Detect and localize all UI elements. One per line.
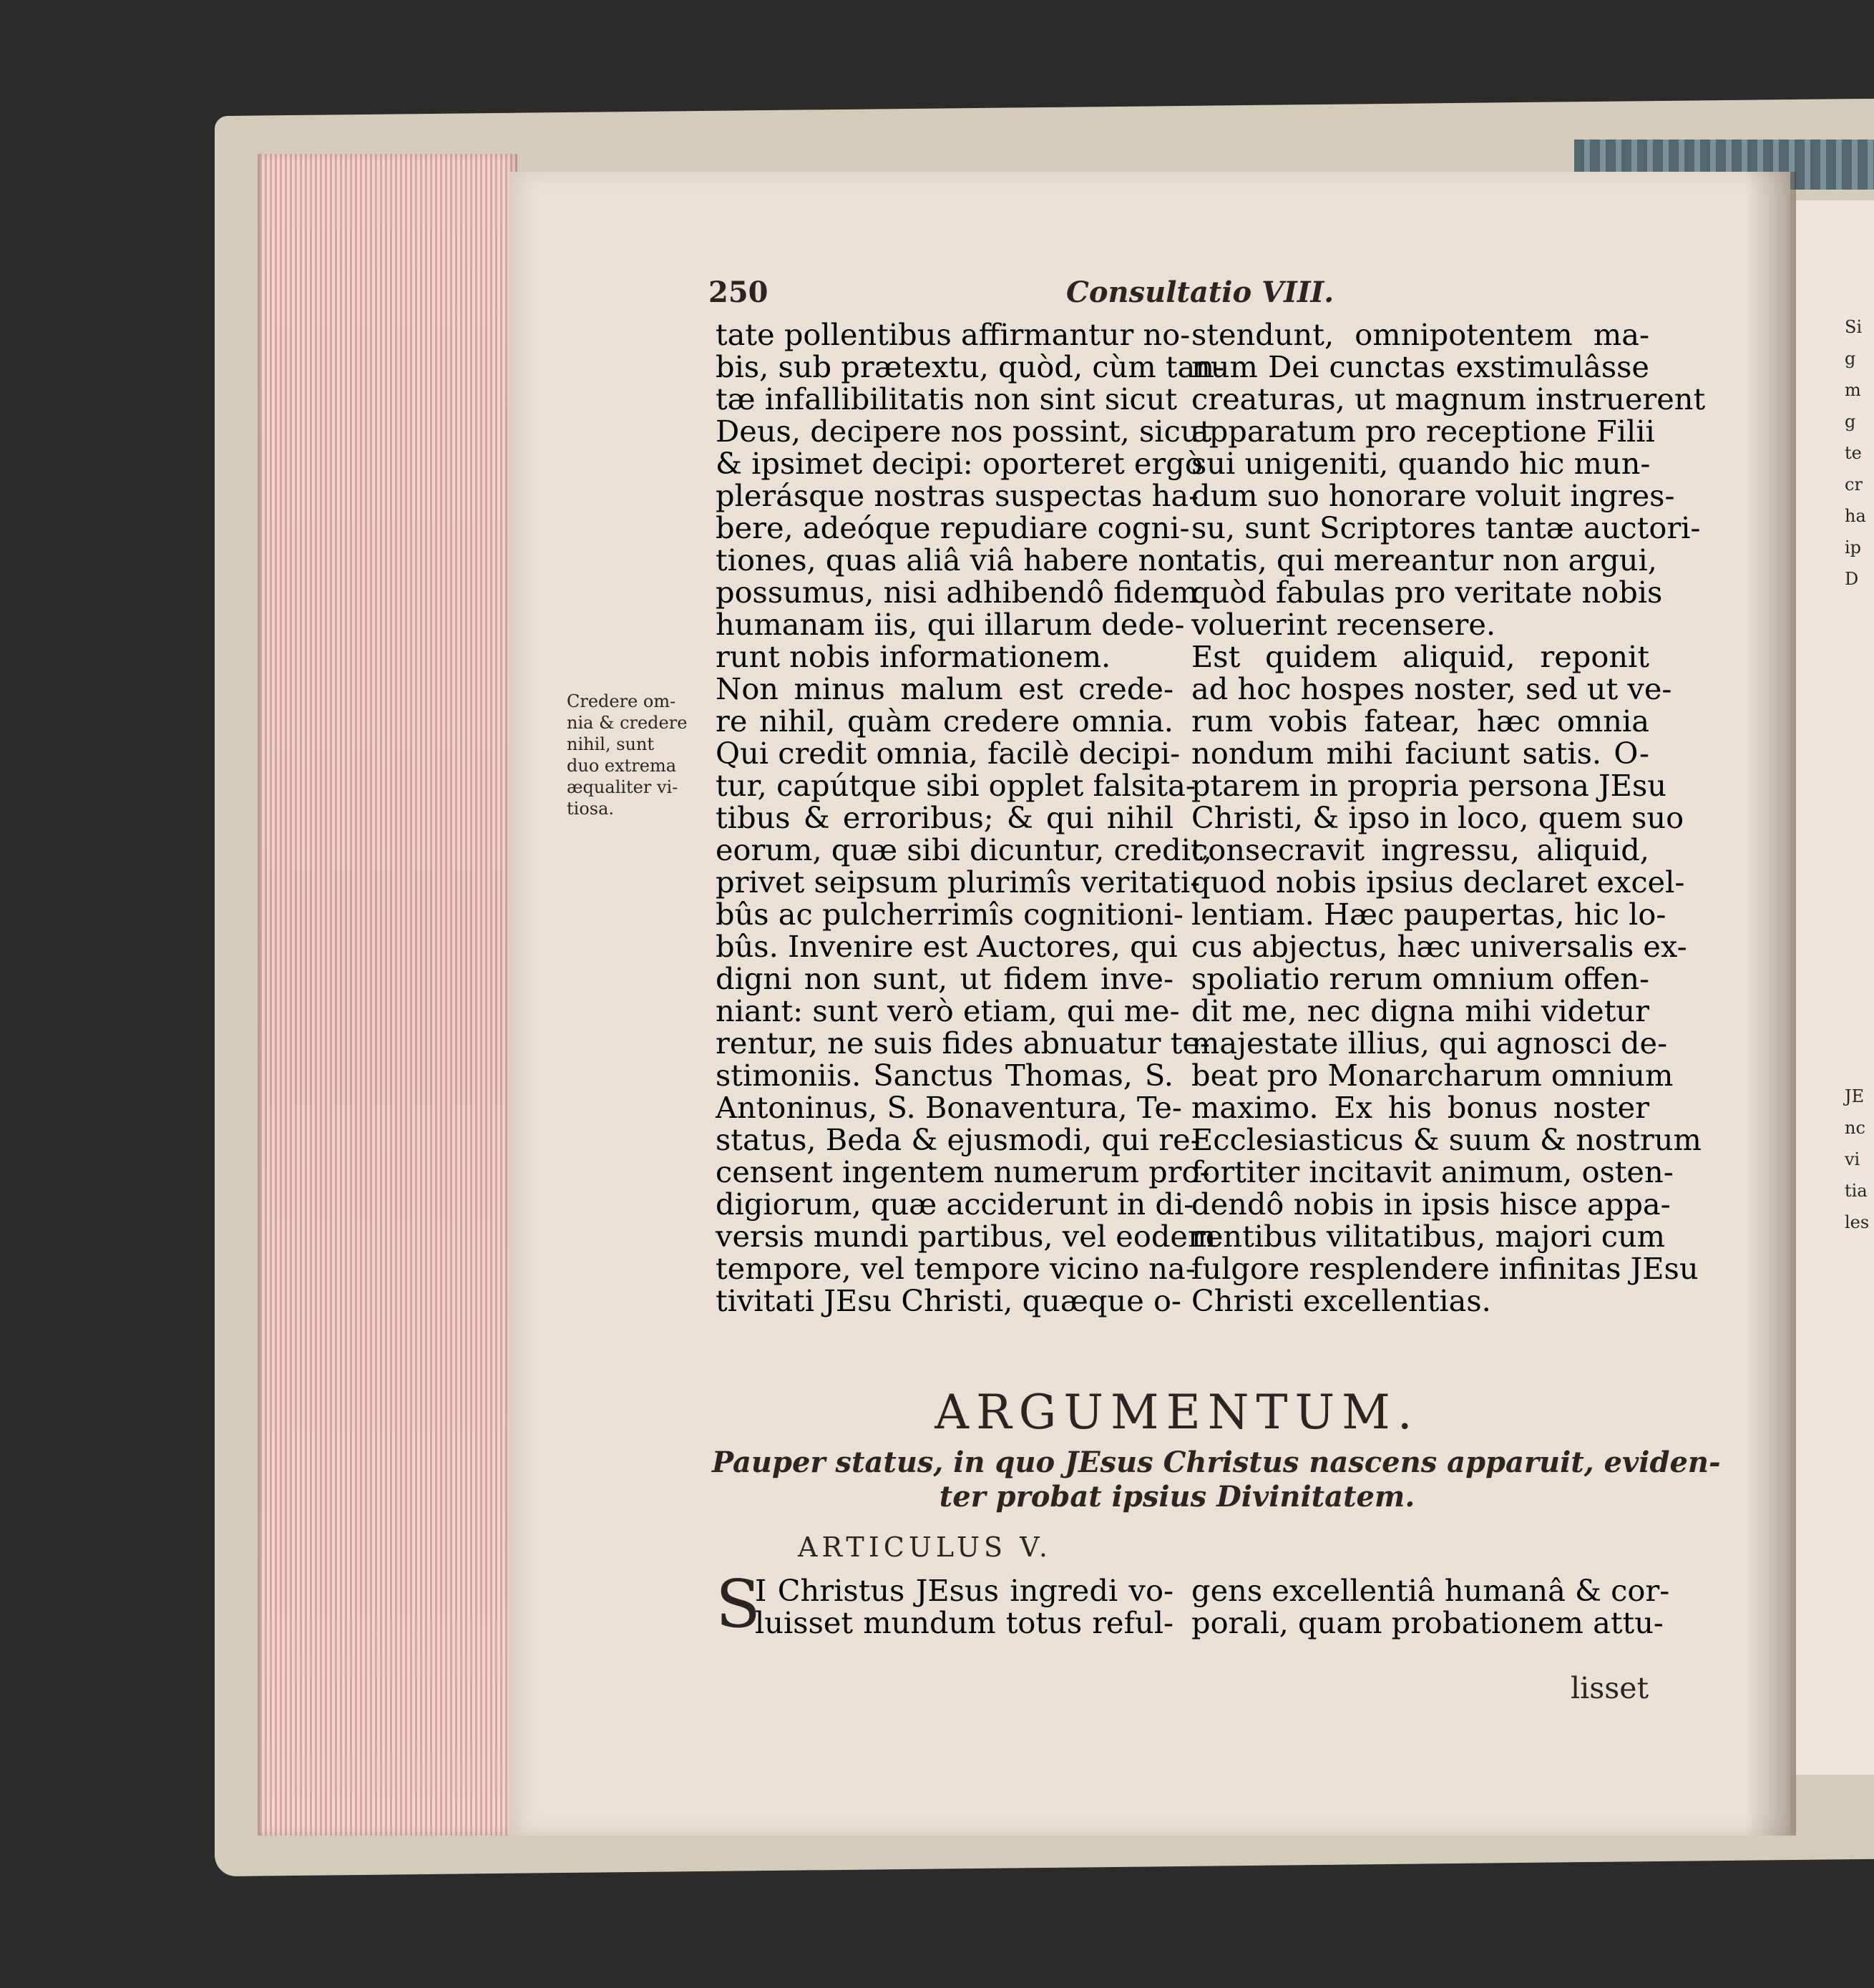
facing-page-text-upper [1845, 311, 1874, 595]
text-line: D [1845, 569, 1859, 589]
text-line: luisset mundum totus reful- [755, 1605, 1173, 1640]
text-line: niant: sunt verò etiam, qui me- [716, 993, 1180, 1028]
page-number: 250 [708, 276, 768, 309]
text-line: su, sunt Scriptores tantæ auctori- [1191, 510, 1701, 545]
text-line: g [1845, 411, 1856, 432]
text-line: Christi, & ipso in loco, quem suo [1191, 800, 1684, 835]
text-line: bûs. Invenire est Auctores, qui [716, 929, 1178, 964]
text-line: nihil, sunt [567, 734, 655, 754]
right-column-bottom [1191, 1573, 1670, 1640]
text-line: rum vobis fatear, hæc omnia [1191, 703, 1649, 739]
text-line: sui unigeniti, quando hic mun- [1191, 446, 1651, 481]
text-line: cus abjectus, hæc universalis ex- [1191, 929, 1687, 964]
text-line: & ipsimet decipi: oporteret ergò [716, 446, 1203, 481]
text-line: tivitati JEsu Christi, quæque o- [716, 1283, 1181, 1318]
text-line: possumus, nisi adhibendô fidem [716, 575, 1199, 610]
text-line: dum suo honorare voluit ingres- [1191, 478, 1675, 513]
text-line: tur, capútque sibi opplet falsita- [716, 768, 1196, 803]
text-line: digni non sunt, ut fidem inve- [716, 961, 1173, 996]
text-line: privet seipsum plurimîs veritati- [716, 864, 1201, 900]
text-line: cr [1845, 474, 1863, 494]
text-line: plerásque nostras suspectas ha- [716, 478, 1199, 513]
left-column-bottom [755, 1574, 1173, 1639]
text-line: bûs ac pulcherrimîs cognitioni- [716, 897, 1184, 932]
text-line: ha [1845, 506, 1866, 526]
text-line: Qui credit omnia, facilè decipi- [716, 736, 1181, 771]
article-label: ARTICULUS V. [798, 1531, 1053, 1563]
drop-capital: S [716, 1566, 761, 1642]
text-line: g [1845, 349, 1856, 369]
section-heading: ARGUMENTUM. [934, 1385, 1420, 1440]
text-line: nondum mihi faciunt satis. O- [1191, 736, 1649, 771]
text-line: majestate illius, qui agnosci de- [1191, 1025, 1668, 1061]
text-line: m [1845, 380, 1861, 400]
text-line: quòd fabulas pro veritate nobis [1191, 575, 1663, 610]
text-line: dit me, nec digna mihi videtur [1191, 993, 1649, 1028]
section-subheading [712, 1446, 1721, 1514]
page-edges [258, 154, 517, 1836]
text-line: voluerint recensere. [1191, 607, 1496, 642]
text-line: duo extrema [567, 756, 677, 776]
text-line: JE [1845, 1086, 1865, 1106]
text-line: Non minus malum est crede- [716, 671, 1173, 706]
text-line: tiones, quas aliâ viâ habere non [716, 542, 1194, 578]
text-line: eorum, quæ sibi dicuntur, credit, [716, 832, 1212, 867]
text-line: ip [1845, 537, 1862, 557]
text-line: quod nobis ipsius declaret excel- [1191, 864, 1685, 900]
text-line: dendô nobis in ipsis hisce appa- [1191, 1187, 1671, 1222]
text-line: ptarem in propria persona JEsu [1191, 768, 1666, 803]
gutter-shadow [1746, 172, 1796, 1836]
text-line: tiosa. [567, 799, 615, 819]
text-line: digiorum, quæ acciderunt in di- [716, 1187, 1194, 1222]
text-line: stimoniis. Sanctus Thomas, S. [716, 1058, 1173, 1093]
text-line: gens excellentiâ humanâ & cor- [1191, 1573, 1670, 1608]
text-line: Credere om- [567, 691, 676, 711]
catchword: lisset [1571, 1671, 1649, 1705]
text-line: num Dei cunctas exstimulâsse [1191, 349, 1649, 384]
running-title: Consultatio VIII. [1066, 276, 1334, 309]
text-line: Antoninus, S. Bonaventura, Te- [716, 1090, 1182, 1125]
text-line: fulgore resplendere infinitas JEsu [1191, 1251, 1699, 1286]
text-line: Pauper status, in quo JEsus Christus nascens apparuit, eviden- [712, 1446, 1721, 1479]
text-line: tæ infallibilitatis non sint sicut [716, 381, 1178, 416]
text-line: consecravit ingressu, aliquid, [1191, 832, 1649, 867]
text-line: status, Beda & ejusmodi, qui re- [716, 1122, 1201, 1157]
text-line: humanam iis, qui illarum dede- [716, 607, 1185, 642]
text-line: creaturas, ut magnum instruerent [1191, 381, 1706, 416]
text-line: ad hoc hospes noster, sed ut ve- [1191, 671, 1672, 706]
text-line: Deus, decipere nos possint, sicut [716, 414, 1212, 449]
text-line: rentibus vilitatibus, majori cum [1191, 1219, 1666, 1254]
text-line: tia [1845, 1181, 1868, 1201]
running-head [708, 276, 1334, 318]
text-line: re nihil, quàm credere omnia. [716, 703, 1173, 739]
text-line: nc [1845, 1118, 1865, 1138]
text-line: bere, adeóque repudiare cogni- [716, 510, 1190, 545]
text-line: ter probat ipsius Divinitatem. [939, 1480, 1415, 1514]
text-line: versis mundi partibus, vel eodem [716, 1219, 1216, 1254]
facing-page-text-lower [1845, 1081, 1874, 1238]
text-line: te [1845, 443, 1862, 463]
text-line: Ecclesiasticus & suum & nostrum [1191, 1122, 1702, 1157]
text-line: beat pro Monarcharum omnium [1191, 1058, 1674, 1093]
text-line: spoliatio rerum omnium offen- [1191, 961, 1649, 996]
text-line: stendunt, omnipotentem ma- [1191, 317, 1649, 352]
text-line: lentiam. Hæc paupertas, hic lo- [1191, 897, 1666, 932]
text-line: tempore, vel tempore vicino na- [716, 1251, 1196, 1286]
right-column-top [1191, 317, 1706, 1318]
text-line: tibus & erroribus; & qui nihil [716, 800, 1173, 835]
marginal-note [567, 691, 710, 819]
text-line: nia & credere [567, 713, 688, 733]
text-line: æqualiter vi- [567, 777, 678, 797]
text-line: Est quidem aliquid, reponit [1191, 639, 1649, 674]
text-line: I Christus JEsus ingredi vo- [755, 1573, 1173, 1608]
text-line: Si [1845, 317, 1863, 337]
text-line: fortiter incitavit animum, osten- [1191, 1154, 1674, 1189]
text-line: apparatum pro receptione Filii [1191, 414, 1655, 449]
text-line: tatis, qui mereantur non argui, [1191, 542, 1657, 578]
text-line: vi [1845, 1149, 1860, 1169]
text-line: censent ingentem numerum pro- [716, 1154, 1210, 1189]
text-line: maximo. Ex his bonus noster [1191, 1090, 1649, 1125]
text-line: rentur, ne suis fides abnuatur te- [716, 1025, 1210, 1061]
text-line: les [1845, 1212, 1870, 1232]
text-line: bis, sub prætextu, quòd, cùm tan- [716, 349, 1225, 384]
text-line: porali, quam probationem attu- [1191, 1605, 1664, 1640]
text-line: tate pollentibus affirmantur no- [716, 317, 1191, 352]
text-line: runt nobis informationem. [716, 639, 1111, 674]
text-line: Christi excellentias. [1191, 1283, 1491, 1318]
left-column-top [716, 317, 1225, 1318]
